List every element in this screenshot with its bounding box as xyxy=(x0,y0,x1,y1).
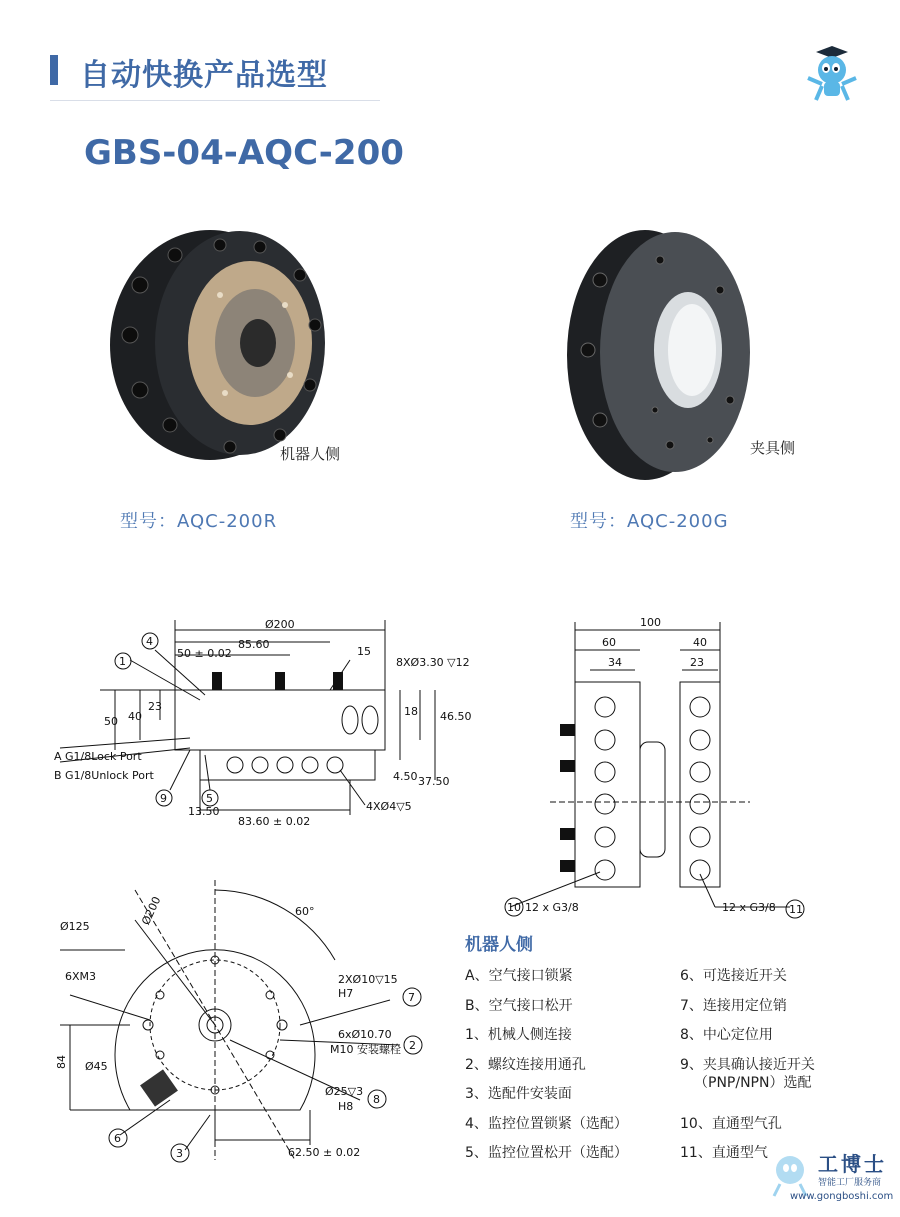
dim-50: 50 xyxy=(104,715,118,728)
callout-4: 4 xyxy=(146,635,153,648)
legend-item: 4、监控位置锁紧（选配） xyxy=(465,1115,628,1132)
ports-right-label: 12 x G3/8 xyxy=(722,901,776,914)
dim-angle-60: 60° xyxy=(295,905,315,918)
header-accent-bar xyxy=(50,55,58,85)
dim-15: 15 xyxy=(357,645,371,658)
legend-item: 2、螺纹连接用通孔 xyxy=(465,1056,586,1073)
dim-holes-4x: 4XØ4▽5 xyxy=(366,800,412,813)
side-view-drawing xyxy=(490,612,840,922)
mascot-icon xyxy=(802,42,858,106)
dim-tolerance-62-50: 62.50 ± 0.02 xyxy=(288,1146,361,1159)
legend-item: 6、可选接近开关 xyxy=(680,968,787,984)
brand-slogan: 智能工厂服务商 xyxy=(818,1178,882,1188)
legend-item: 9、夹具确认接近开关 xyxy=(680,1056,815,1073)
dim-4-50: 4.50 xyxy=(393,770,418,783)
brand-url: www.gongboshi.com xyxy=(790,1191,894,1202)
callout-1: 1 xyxy=(119,655,126,668)
dim-23: 23 xyxy=(148,700,162,713)
dim-diameter-45: Ø45 xyxy=(85,1060,108,1073)
robot-model-number: 型号：AQC-200R xyxy=(120,511,278,532)
front-view-drawing xyxy=(40,610,500,835)
callout-2: 2 xyxy=(409,1039,416,1052)
dim-tolerance-83-60: 83.60 ± 0.02 xyxy=(238,815,311,828)
dim-18: 18 xyxy=(404,705,418,718)
tool-side-label: 夹具侧 xyxy=(750,439,796,457)
callout-3: 3 xyxy=(176,1147,183,1160)
dim-tolerance-50: 50 ± 0.02 xyxy=(177,647,232,660)
dim-6xm3: 6XM3 xyxy=(65,970,97,983)
dim-diameter-200: Ø200 xyxy=(265,618,295,631)
dim-m10-bolt: M10 安装螺栓 xyxy=(330,1043,401,1056)
port-b-label: B G1/8Unlock Port xyxy=(54,769,154,782)
callout-5: 5 xyxy=(206,792,213,805)
dim-diameter-200: Ø200 xyxy=(139,894,164,927)
dim-34: 34 xyxy=(608,656,622,669)
legend-item: 3、选配件安装面 xyxy=(465,1086,572,1102)
callout-11: 11 xyxy=(789,903,803,916)
legend-item: B、空气接口松开 xyxy=(465,997,573,1014)
plan-view-drawing xyxy=(40,870,460,1170)
dim-diameter-25: Ø25▽3 xyxy=(325,1085,364,1098)
dim-37-50: 37.50 xyxy=(418,775,450,788)
legend-item: 5、监控位置松开（选配） xyxy=(465,1145,628,1161)
dim-60: 60 xyxy=(602,636,616,649)
legend-item: 10、直通型气孔 xyxy=(680,1115,782,1132)
model-title: GBS-04-AQC-200 xyxy=(84,133,404,173)
dim-13-50: 13.50 xyxy=(188,805,220,818)
legend-item: 8、中心定位用 xyxy=(680,1027,773,1043)
legend-item: A、空气接口锁紧 xyxy=(465,968,573,984)
legend-item: （PNP/NPN）选配 xyxy=(694,1074,812,1091)
dim-46-50: 46.50 xyxy=(440,710,472,723)
tool-model-number: 型号：AQC-200G xyxy=(570,511,729,532)
brand-name: 工博士 xyxy=(818,1152,887,1176)
legend-left-column xyxy=(465,966,628,1173)
legend-title: 机器人侧 xyxy=(465,935,533,955)
legend-item: 11、直通型气 xyxy=(680,1145,768,1161)
ports-left-label: 12 x G3/8 xyxy=(525,901,579,914)
port-a-label: A G1/8Lock Port xyxy=(54,750,142,763)
dim-100: 100 xyxy=(640,616,661,629)
dim-holes-8x: 8XØ3.30 ▽12 xyxy=(396,656,470,669)
dim-40: 40 xyxy=(128,710,142,723)
tool-side-photo xyxy=(560,220,760,490)
dim-h8: H8 xyxy=(338,1100,354,1113)
legend-item: 1、机械人侧连接 xyxy=(465,1027,572,1043)
callout-6: 6 xyxy=(114,1132,121,1145)
dim-84: 84 xyxy=(55,1055,68,1069)
callout-8: 8 xyxy=(373,1093,380,1106)
callout-9: 9 xyxy=(160,792,167,805)
legend-item: 7、连接用定位销 xyxy=(680,997,787,1014)
callout-7: 7 xyxy=(408,991,415,1004)
dim-hole-2x: 2XØ10▽15 xyxy=(338,973,398,986)
dim-85-60: 85.60 xyxy=(238,638,270,651)
dim-diameter-125: Ø125 xyxy=(60,920,90,933)
dim-hole-6x: 6xØ10.70 xyxy=(338,1028,392,1041)
callout-10: 10 xyxy=(507,901,521,914)
page-title: 自动快换产品选型 xyxy=(80,58,328,93)
dim-23: 23 xyxy=(690,656,704,669)
header-divider xyxy=(50,100,380,101)
dim-40: 40 xyxy=(693,636,707,649)
robot-side-label: 机器人侧 xyxy=(280,445,341,463)
dim-h7: H7 xyxy=(338,987,354,1000)
robot-side-photo xyxy=(100,215,340,475)
